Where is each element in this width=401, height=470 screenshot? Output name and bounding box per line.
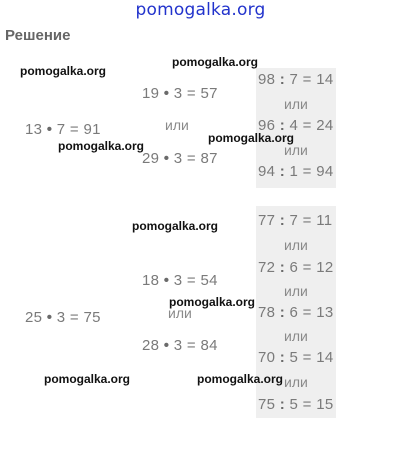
equation-middle: 19 • 3 = 57 xyxy=(142,85,218,102)
equation-right: 96 : 4 = 24 xyxy=(258,117,334,134)
watermark: pomogalka.org xyxy=(208,131,295,145)
equation-right: 70 : 5 = 14 xyxy=(258,349,334,366)
equation-middle: 29 • 3 = 87 xyxy=(142,150,218,167)
watermark: pomogalka.org xyxy=(132,219,219,233)
equation-middle: 28 • 3 = 84 xyxy=(142,337,218,354)
equation-right: 98 : 7 = 14 xyxy=(258,71,334,88)
or-label: или xyxy=(284,142,308,158)
equation-left: 25 • 3 = 75 xyxy=(25,309,101,326)
equation-right: 78 : 6 = 13 xyxy=(258,304,334,321)
equation-middle: 18 • 3 = 54 xyxy=(142,272,218,289)
watermark: pomogalka.org xyxy=(172,55,259,69)
site-title[interactable]: pomogalka.org xyxy=(135,0,266,20)
watermark: pomogalka.org xyxy=(44,372,131,386)
watermark: pomogalka.org xyxy=(197,372,284,386)
watermark: pomogalka.org xyxy=(169,295,256,309)
or-label: или xyxy=(284,374,308,390)
or-label: или xyxy=(284,96,308,112)
or-label: или xyxy=(284,237,308,253)
watermark: pomogalka.org xyxy=(20,64,107,78)
or-label: или xyxy=(168,305,192,321)
solution-heading: Решение xyxy=(5,27,71,44)
equation-right: 72 : 6 = 12 xyxy=(258,259,334,276)
or-label: или xyxy=(284,283,308,299)
equation-right: 94 : 1 = 94 xyxy=(258,163,334,180)
equation-left: 13 • 7 = 91 xyxy=(25,121,101,138)
or-label: или xyxy=(165,117,189,133)
or-label: или xyxy=(284,328,308,344)
equation-right: 77 : 7 = 11 xyxy=(258,212,333,229)
watermark: pomogalka.org xyxy=(58,139,145,153)
equation-right: 75 : 5 = 15 xyxy=(258,396,334,413)
